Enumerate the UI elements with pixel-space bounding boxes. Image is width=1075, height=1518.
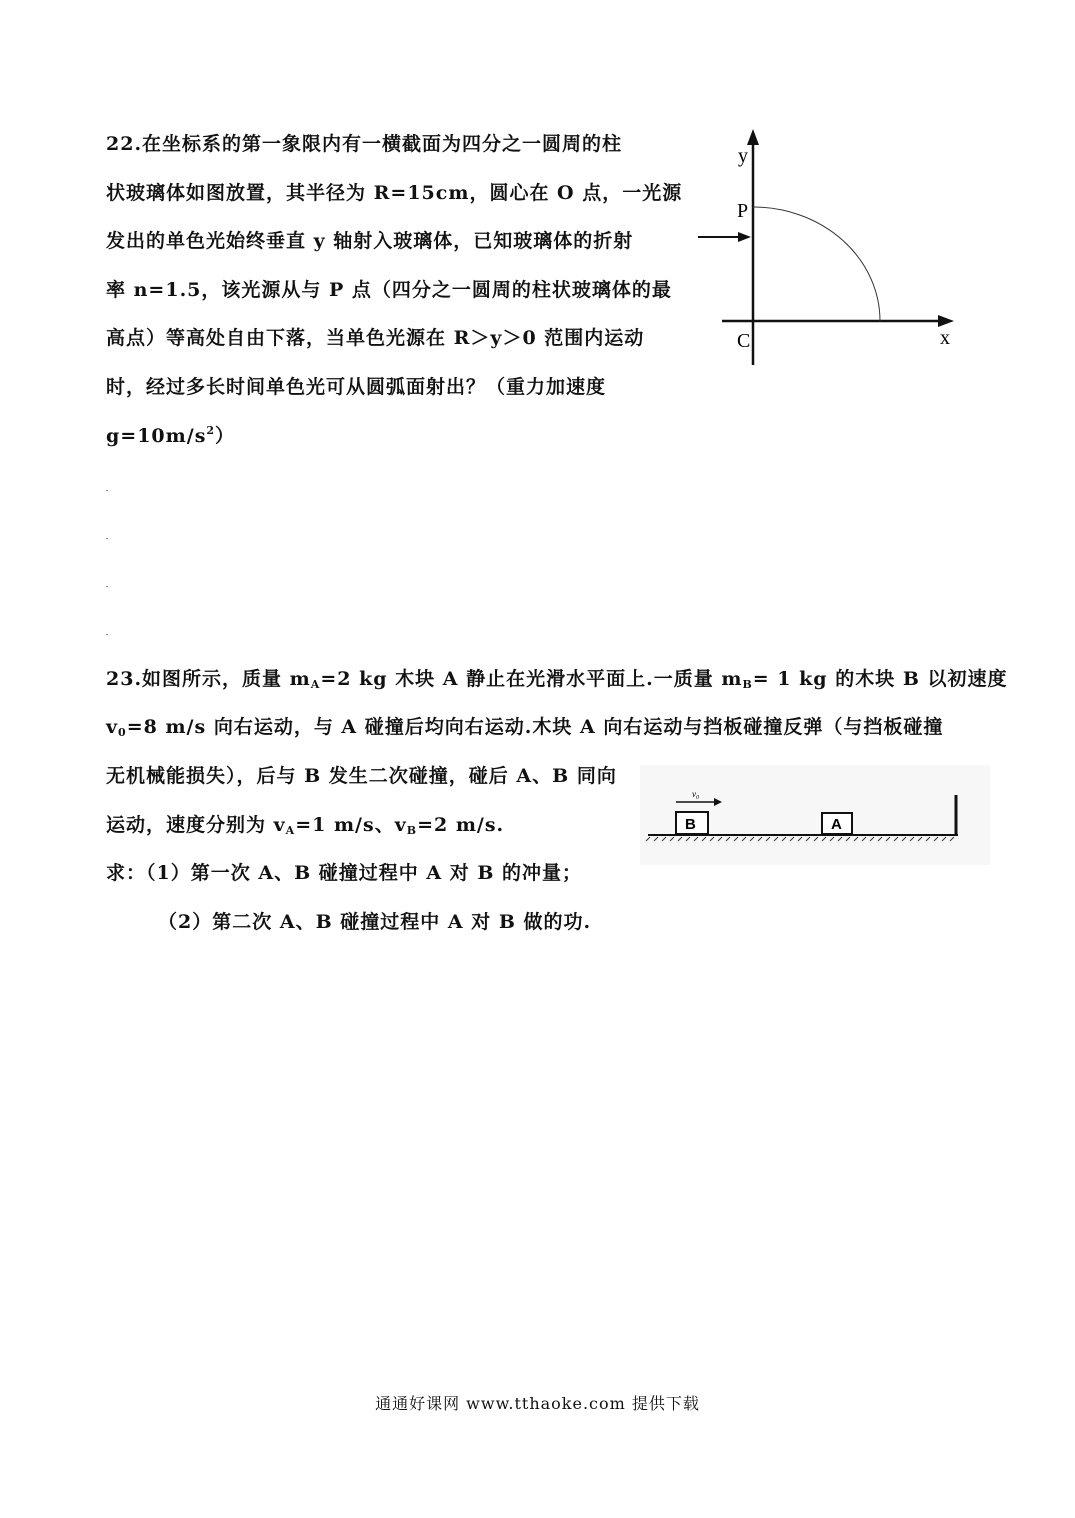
subscript-a: A [310, 678, 321, 691]
q23-line-1-part-a: 23.如图所示，质量 m [106, 668, 311, 690]
q22-line-3: 发出的单色光始终垂直 y 轴射入玻璃体，已知玻璃体的折射 [106, 230, 634, 252]
q22-line-6: 时，经过多长时间单色光可从圆弧面射出？（重力加速度 [106, 376, 607, 398]
q23-line-4-part-b: =1 m/s、v [295, 814, 407, 836]
block-b-label: B [685, 816, 696, 833]
q23-line-2-part-b: =8 m/s 向右运动，与 A 碰撞后均向右运动.木块 A 向右运动与挡板碰撞反弹（与挡板碰撞 [126, 716, 944, 738]
q22-line-1: 22.在坐标系的第一象限内有一横截面为四分之一圆周的柱 [106, 133, 623, 155]
q22-superscript: 2 [206, 424, 216, 437]
scan-dot [106, 538, 108, 539]
velocity-symbol: v [692, 789, 696, 799]
subscript-va: A [285, 824, 296, 837]
q22-line-2: 状玻璃体如图放置，其半径为 R=15cm，圆心在 O 点，一光源 [106, 182, 683, 204]
q23-line-6: （2）第二次 A、B 碰撞过程中 A 对 B 做的功. [158, 911, 592, 933]
q22-line-5: 高点）等高处自由下落，当单色光源在 R＞y＞0 范围内运动 [106, 327, 645, 349]
point-p-label: P [737, 200, 749, 222]
origin-label: C [737, 330, 751, 352]
q23-line-2-part-a: v [106, 716, 119, 738]
q23-line-1-part-b: =2 kg 木块 A 静止在光滑水平面上.一质量 m [320, 668, 743, 690]
subscript-vb: B [406, 824, 418, 837]
q22-line-7 [106, 421, 235, 448]
scan-dot [106, 490, 108, 491]
quarter-circle-arc [753, 207, 880, 321]
block-a-label: A [831, 816, 842, 833]
q23-line-4-part-a: 运动，速度分别为 v [106, 814, 286, 836]
q23-line-5: 求：（1）第一次 A、B 碰撞过程中 A 对 B 的冲量； [106, 862, 583, 884]
q23-line-2 [106, 712, 943, 739]
x-axis-arrowhead [938, 315, 954, 327]
q23-line-4-part-c: =2 m/s. [417, 814, 505, 836]
y-axis-arrowhead [747, 129, 759, 145]
q22-last-text: g=10m/s [106, 425, 207, 447]
q23-line-1-part-c: = 1 kg 的木块 B 以初速度 [752, 668, 1008, 690]
subscript-b: B [742, 678, 753, 691]
page-footer: 通通好课网 www.tthaoke.com 提供下载 [375, 1394, 700, 1413]
q22-close-paren: ） [215, 425, 236, 447]
subscript-0: 0 [118, 726, 127, 739]
q23-line-3: 无机械能损失），后与 B 发生二次碰撞，碰后 A、B 同向 [106, 765, 617, 787]
light-ray-arrowhead [738, 232, 751, 242]
q23-line-4 [106, 810, 504, 837]
q23-line-1 [106, 664, 1008, 691]
figure-22-coordinate-diagram [690, 125, 965, 375]
scan-dot [106, 586, 108, 587]
figure-23-blocks-diagram [640, 765, 990, 865]
scan-dot [106, 634, 108, 635]
x-axis-label: x [940, 327, 950, 349]
y-axis-label: y [738, 145, 748, 167]
q22-line-4: 率 n=1.5，该光源从与 P 点（四分之一圆周的柱状玻璃体的最 [106, 279, 672, 301]
velocity-subscript: 0 [696, 795, 699, 801]
